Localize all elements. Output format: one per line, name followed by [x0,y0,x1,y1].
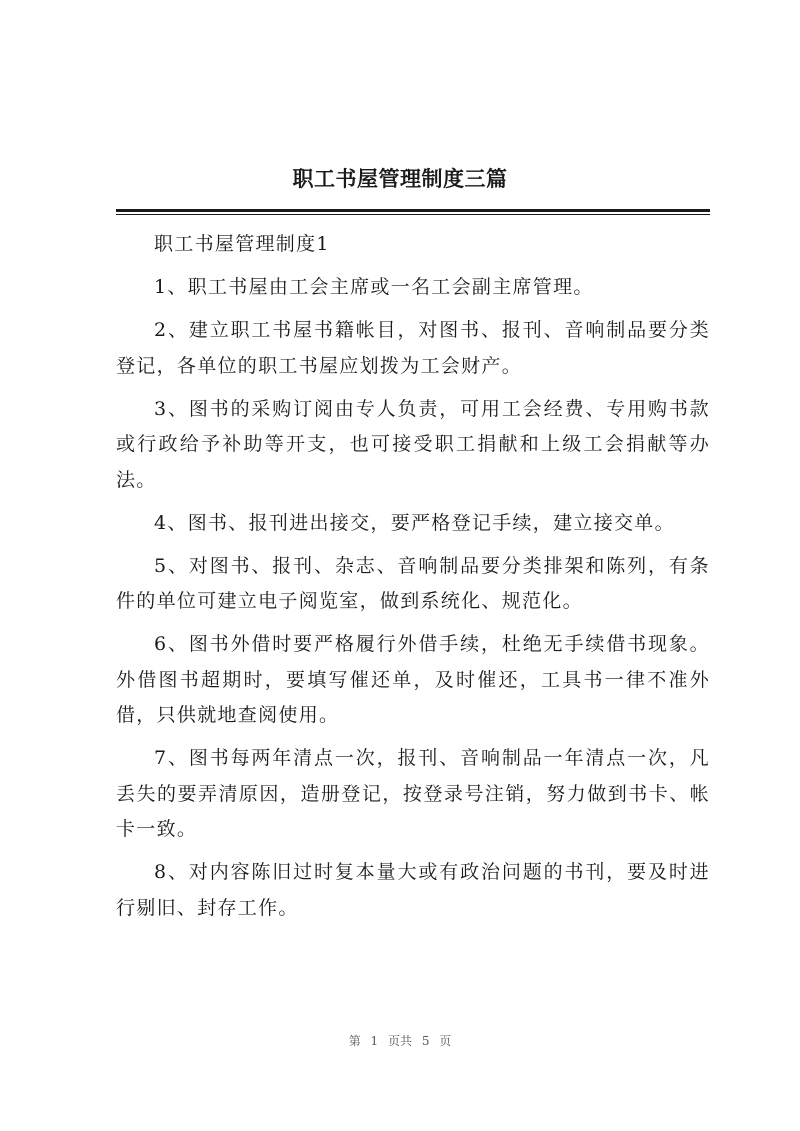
title-divider-thick [116,209,710,212]
document-body [116,227,710,934]
rule-item-7: 7、图书每两年清点一次，报刊、音响制品一年清点一次，凡丢失的要弄清原因，造册登记，按登录号注销，努力做到书卡、帐卡一致。 [116,747,710,840]
rule-item-2: 2、建立职工书屋书籍帐目，对图书、报刊、音响制品要分类登记，各单位的职工书屋应划拨为工会财产。 [116,319,710,377]
rule-item-1: 1、职工书屋由工会主席或一名工会副主席管理。 [154,276,594,298]
title-divider-thin [116,214,710,215]
section-heading: 职工书屋管理制度1 [154,233,330,255]
page-title: 职工书屋管理制度三篇 [292,166,508,191]
rule-item-5: 5、对图书、报刊、杂志、音响制品要分类排架和陈列，有条件的单位可建立电子阅览室，做到系统化、规范化。 [116,554,710,612]
rule-item-8: 8、对内容陈旧过时复本量大或有政治问题的书刊，要及时进行剔旧、封存工作。 [116,861,710,919]
page-number-footer: 第 1 页共 5 页 [348,1034,452,1048]
rule-item-6: 6、图书外借时要严格履行外借手续，杜绝无手续借书现象。外借图书超期时，要填写催还单，及时催还，工具书一律不准外借，只供就地查阅使用。 [116,633,710,726]
rule-item-4: 4、图书、报刊进出接交，要严格登记手续，建立接交单。 [154,511,675,534]
rule-item-3: 3、图书的采购订阅由专人负责，可用工会经费、专用购书款或行政给予补助等开支，也可接受职工捐献和上级工会捐献等办法。 [116,397,710,491]
